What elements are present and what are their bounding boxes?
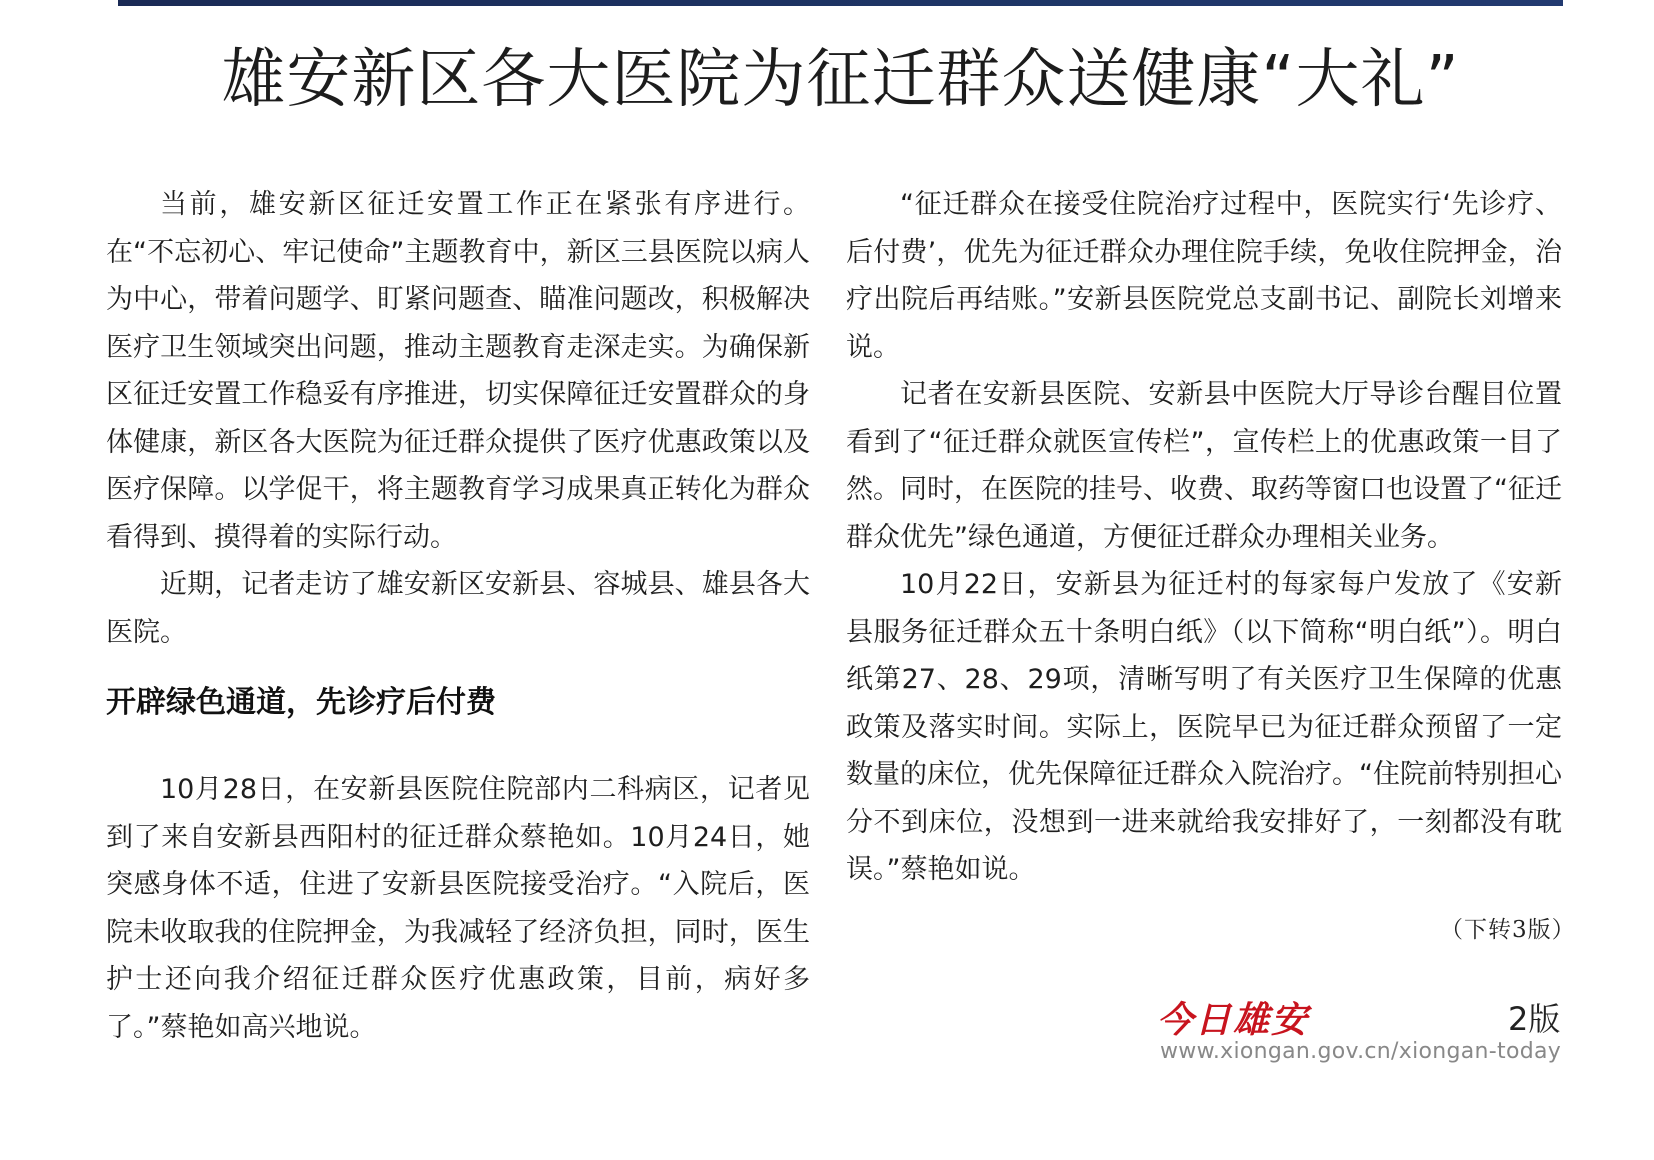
policy-paper-paragraph: 10月22日，安新县为征迁村的每家每户发放了《安新县服务征迁群众五十条明白纸》（以下简称“明白纸”）。明白纸第27、28、29项，清晰写明了有关医疗卫生保障的优惠政策及落实时间。实际上，医院早已为征迁群众预留了一定数量的床位，优先保障征迁群众入院治疗。“住院前特别担心分不到床位，没想到一进来就给我安排好了，一刻都没有耽误。”蔡艳如说。: [846, 569, 1562, 885]
article-headline: 雄安新区各大医院为征迁群众送健康“大礼”: [221, 43, 1460, 117]
visit-paragraph: 近期，记者走访了雄安新区安新县、容城县、雄县各大医院。: [106, 569, 810, 648]
intro-paragraph: 当前，雄安新区征迁安置工作正在紧张有序进行。在“不忘初心、牢记使命”主题教育中，新区三县医院以病人为中心，带着问题学、盯紧问题查、瞄准问题改，积极解决医疗卫生领域突出问题，推动主题教育走深走实。为确保新区征迁安置工作稳妥有序推进，切实保障征迁安置群众的身体健康，新区各大医院为征迁群众提供了医疗优惠政策以及医疗保障。以学促干，将主题教育学习成果真正转化为群众看得到、摸得着的实际行动。: [106, 189, 810, 553]
top-accent-bar: [118, 0, 1563, 6]
patient-story-paragraph: 10月28日，在安新县医院住院部内二科病区，记者见到了来自安新县西阳村的征迁群众蔡艳如。10月24日，她突感身体不适，住进了安新县医院接受治疗。“入院后，医院未收取我的住院押金，为我减轻了经济负担，同时，医生护士还向我介绍征迁群众医疗优惠政策，目前，病好多了。”蔡艳如高兴地说。: [106, 774, 810, 1043]
section-subheading: 开辟绿色通道，先诊疗后付费: [106, 685, 496, 720]
page-number: 2版: [1508, 1000, 1561, 1038]
newspaper-logo: 今日雄安: [1157, 999, 1310, 1041]
continued-note: （下转3版）: [1440, 917, 1576, 943]
footer-url: www.xiongan.gov.cn/xiongan-today: [1160, 1039, 1562, 1064]
right-column: [846, 181, 1562, 894]
green-channel-paragraph: 记者在安新县医院、安新县中医院大厅导诊台醒目位置看到了“征迁群众就医宣传栏”，宣传栏上的优惠政策一目了然。同时，在医院的挂号、收费、取药等窗口也设置了“征迁群众优先”绿色通道，方便征迁群众办理相关业务。: [846, 379, 1562, 553]
quote-paragraph: “征迁群众在接受住院治疗过程中，医院实行‘先诊疗、后付费’，优先为征迁群众办理住院手续，免收住院押金，治疗出院后再结账。”安新县医院党总支副书记、副院长刘增来说。: [846, 189, 1562, 363]
left-column: [106, 181, 810, 1051]
